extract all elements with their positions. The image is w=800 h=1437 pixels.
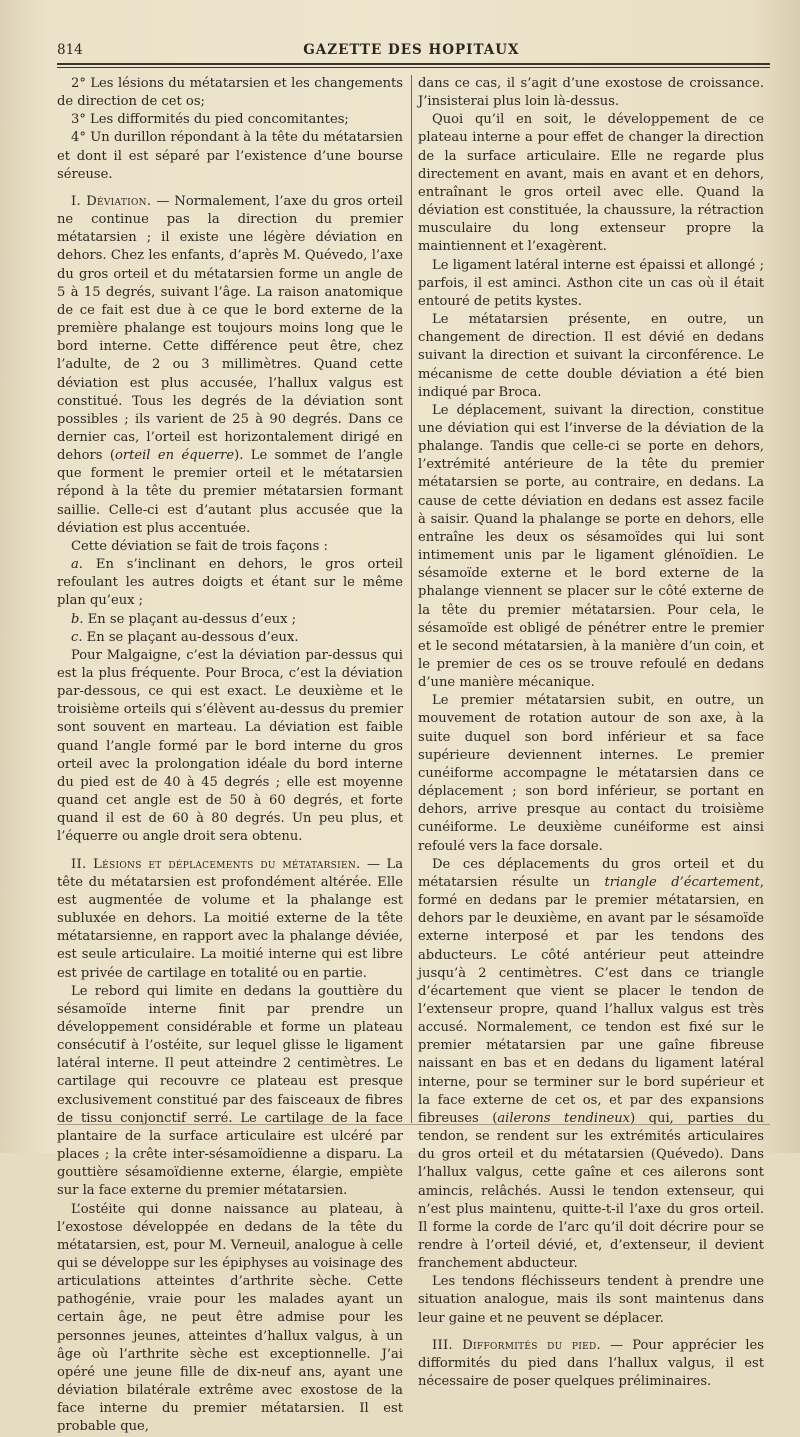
paragraph: 4° Un durillon répondant à la tête du métatarsien et dont il est séparé par l’existence d’une bourse séreuse. [57, 130, 403, 182]
italic-term: orteil en équerre [114, 448, 235, 464]
list-item [57, 611, 403, 629]
section-heading-lesions: II. Lésions et déplacements du métatarsien. [71, 856, 361, 872]
paragraph [57, 193, 403, 538]
text-run: — La tête du métatarsien est profondément altérée. Elle est augmentée de volume et la phalange est subluxée en dehors. La moitié externe de la tête métatarsienne, en rapport avec la phalange déviée, est seule articulaire. La moitié interne qui est libre est privée de cartilage en totalité ou en partie. [57, 856, 404, 981]
paragraph: Quoi qu’il en soit, le développement de ce plateau interne a pour effet de changer la direction de la surface articulaire. Elle ne regarde plus directement en avant, mais en avant et en dehors, entraînant le gros orteil avec elle. Quand la déviation est constituée, la chaussure, la rétraction musculaire du long extenseur propre la maintiennent et l’exagèrent. [418, 112, 764, 255]
italic-term: triangle d’écartement [604, 874, 760, 890]
text-run: En s’inclinant en dehors, le gros orteil refoulant les autres doigts et étant sur le même plan qu’eux ; [57, 557, 403, 609]
list-marker: c. [71, 629, 83, 645]
paragraph: Le déplacement, suivant la direction, constitue une déviation qui est l’inverse de la déviation de la phalange. Tandis que celle-ci se porte en dehors, l’extrémité antérieure de la tête du premier métatarsien se porte, au contraire, en dedans. La cause de cette déviation en dedans est assez facile à saisir. Quand la phalange se porte en dehors, elle entraîne les deux os sésamoïdes qui lui sont intimement unis par le ligament glénoïdien. Le sésamoïde externe et le bord externe de la phalange viennent se placer sur le côté externe de la tête du premier métatarsien. Pour cela, le sésamoïde est obligé de pénétrer entre le premier et le second métatarsien, à la manière d’un coin, et le premier de ces os se trouve refoulé en dedans d’une manière mécanique. [418, 402, 764, 691]
page-header [57, 38, 770, 62]
paragraph: Le rebord qui limite en dedans la gouttière du sésamoïde interne finit par prendre un développement considérable et forme un plateau consécutif à l’ostéite, sur lequel glisse le ligament latéral interne. Il peut atteindre 2 centimètres. Le cartilage qui recouvre ce plateau est presque exclusivement constitué par des faisceaux de fibres de tissu conjonctif serré. Le cartilage de la face plantaire de la surface articulaire est ulcéré par places ; la crête inter-sésamoïdienne a disparu. La gouttière sésamoïdienne externe, élargie, empiète sur la face externe du premier métatarsien. [57, 983, 403, 1199]
list-marker: a. [71, 557, 83, 573]
paragraph: dans ce cas, il s’agit d’une exostose de croissance. J’insisterai plus loin là-dessus. [418, 76, 764, 110]
paragraph: Pour Malgaigne, c’est la déviation par-dessus qui est la plus fréquente. Pour Broca, c’est la déviation par-dessous, ce qui est exact. Le deuxième et le troisième orteils qui s’élèvent au-dessus du premier sont souvent en marteau. La déviation est faible quand l’angle formé par le bord interne du gros orteil avec la prolongation idéale du bord interne du pied est de 40 à 45 degrés ; elle est moyenne quand cet angle est de 50 à 60 degrés, et forte quand il est de 60 à 80 degrés. Un peu plus, et l’équerre ou angle droit sera obtenu. [57, 647, 403, 845]
column-divider [411, 75, 412, 1123]
paragraph: Les tendons fléchisseurs tendent à prendre une situation analogue, mais ils sont maintenus dans leur gaine et ne peuvent se déplacer. [418, 1274, 764, 1326]
section-heading-deviation: I. Déviation. [71, 193, 152, 209]
page-number: 814 [57, 42, 83, 58]
list-item [57, 629, 403, 647]
text-run: En se plaçant au-dessous d’eux. [82, 629, 299, 645]
journal-title: GAZETTE DES HOPITAUX [303, 42, 520, 58]
paragraph: L’ostéite qui donne naissance au plateau, à l’exostose développée en dedans de la tête du métatarsien, est, pour M. Verneuil, analogue à celle qui se développe sur les épiphyses au voisinage des articulations atteintes d’arthrite sèche. Cette pathogénie, vraie pour les malades ayant un certain âge, ne peut être admise pour les personnes jeunes, atteintes d’hallux valgus, à un âge où l’arthrite sèche est exceptionnelle. J’ai opéré une jeune fille de dix-neuf ans, ayant une déviation bilatérale extrême avec exostose de la face interne du premier métatarsien. Il est probable que, [57, 1201, 403, 1435]
text-run: De ces déplacements du gros orteil et du métatarsien résulte un [418, 856, 764, 890]
list-item [57, 556, 403, 610]
section-heading-difformites: III. Difformités du pied. [432, 1337, 601, 1353]
bottom-rule [57, 1124, 770, 1125]
text-run: , formé en dedans par le premier métatarsien, en dehors par le deuxième, en avant par le sésamoïde externe interposé et par les tendons des abducteurs. Le côté antérieur peut atteindre jusqu’à 2 centimètres. C’est dans ce triangle d’écartement que vient se placer le tendon de l’extenseur propre, quand l’hallux valgus est très accusé. Normalement, ce tendon est fixé sur le premier métatarsien par une gaîne fibreuse naissant en bas et en dedans du ligament latéral interne, pour se terminer sur le bord supérieur et la face externe de cet os, et par des expansions fibreuses ( [418, 874, 764, 1126]
paragraph: Cette déviation se fait de trois façons : [71, 538, 328, 554]
text-run: — Pour apprécier les difformités du pied dans l’hallux valgus, il est nécessaire de poser quelques préliminaires. [418, 1337, 764, 1390]
paragraph: Le ligament latéral interne est épaissi et allongé ; parfois, il est aminci. Asthon cite un cas où il était entouré de petits kystes. [418, 257, 764, 309]
text-run: — Normalement, l’axe du gros orteil ne continue pas la direction du premier métatarsien ; il existe une légère déviation en dehors. Chez les enfants, d’après M. Quévedo, l’axe du gros orteil et du métatarsien forme un angle de 5 à 15 degrés, suivant l’âge. La raison anatomique de ce fait est due à ce que le bord externe de la première phalange est toujours moins long que le bord interne. Cette différence peut être, chez l’adulte, de 2 ou 3 millimètres. Quand cette déviation est plus accusée, l’hallux valgus est constitué. Tous les degrés de la déviation sont possibles ; ils varient de 25 à 90 degrés. Dans ce dernier cas, l’orteil est horizontalement dirigé en dehors ( [57, 193, 403, 464]
paragraph: 3° Les difformités du pied concomitantes; [71, 112, 349, 128]
text-run: En se plaçant au-dessus d’eux ; [83, 611, 297, 627]
header-rule-thin [57, 67, 770, 68]
list-marker: b. [71, 611, 84, 627]
paragraph [418, 1337, 764, 1391]
text-run: ) qui, parties du tendon, se rendent sur les extrémités articulaires du gros orteil et du métatarsien (Quévedo). Dans l’hallux valgus, cette gaîne et ces ailerons sont amincis, relâchés. Aussi le tendon extenseur, qui n’est plus maintenu, quitte-t-il l’axe du gros orteil. Il forme la corde de l’arc qu’il doit décrire pour se rendre à l’orteil dévié, et, d’extenseur, il devient franchement abducteur. [418, 1110, 764, 1272]
paragraph: Le premier métatarsien subit, en outre, un mouvement de rotation autour de son axe, à la suite duquel son bord inférieur et sa face supérieure deviennent internes. Le premier cunéiforme accompagne le métatarsien dans ce déplacement ; son bord inférieur, se portant en dehors, arrive presque au contact du troisième cunéiforme. Le deuxième cunéiforme est ainsi refoulé vers la face dorsale. [418, 693, 764, 854]
paragraph [57, 856, 403, 983]
paragraph: 2° Les lésions du métatarsien et les changements de direction de cet os; [57, 76, 403, 110]
text-run: ). Le sommet de l’angle que forment le premier orteil et le métatarsien répond à la tête du premier métatarsien formant saillie. Celle-ci est d’autant plus accusée que la déviation est plus accentuée. [57, 448, 403, 536]
paragraph: Le métatarsien présente, en outre, un changement de direction. Il est dévié en dedans suivant la direction et suivant la circonférence. Le mécanisme de cette double déviation a été bien indiqué par Broca. [418, 312, 764, 400]
right-column [418, 75, 764, 1391]
left-column [57, 75, 403, 1437]
italic-term: ailerons tendineux [497, 1110, 631, 1126]
header-rule-thick [57, 63, 770, 65]
paragraph [418, 856, 764, 1274]
